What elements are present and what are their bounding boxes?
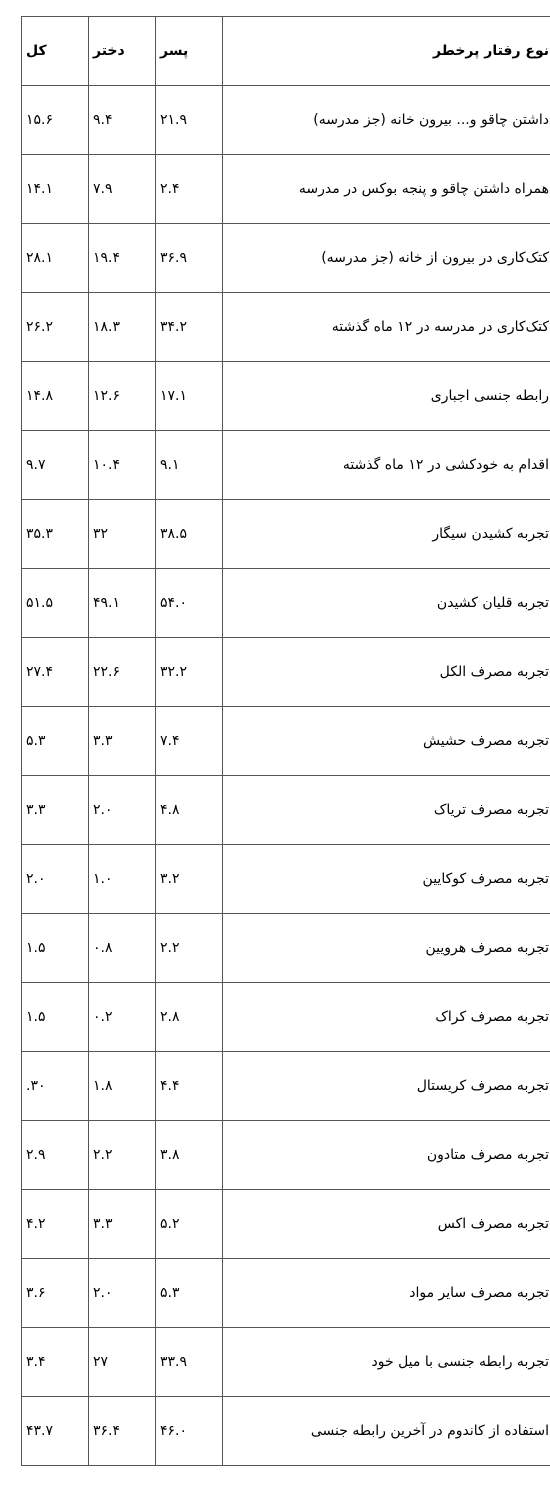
cell-girls: ۱۸.۳	[89, 293, 156, 362]
cell-behavior: کتک‌کاری در بیرون از خانه (جز مدرسه)	[223, 224, 550, 293]
cell-total: ۵۱.۵	[22, 569, 89, 638]
risk-behavior-table-container	[21, 16, 549, 1466]
cell-behavior: تجربه رابطه جنسی با میل خود	[223, 1328, 550, 1397]
table-row	[22, 293, 550, 362]
cell-total: ۲.۹	[22, 1121, 89, 1190]
cell-total: ۹.۷	[22, 431, 89, 500]
cell-girls: ۳۶.۴	[89, 1397, 156, 1466]
cell-girls: ۲.۲	[89, 1121, 156, 1190]
cell-total: ۳.۳	[22, 776, 89, 845]
cell-girls: ۱۰.۴	[89, 431, 156, 500]
cell-girls: ۲.۰	[89, 776, 156, 845]
risk-behavior-table	[21, 16, 550, 1466]
cell-behavior: کتک‌کاری در مدرسه در ۱۲ ماه گذشته	[223, 293, 550, 362]
cell-boys: ۳۴.۲	[156, 293, 223, 362]
cell-boys: ۲.۲	[156, 914, 223, 983]
cell-total: ۵.۳	[22, 707, 89, 776]
table-row	[22, 1328, 550, 1397]
cell-girls: ۱۲.۶	[89, 362, 156, 431]
cell-behavior: اقدام به خودکشی در ۱۲ ماه گذشته	[223, 431, 550, 500]
table-row	[22, 500, 550, 569]
table-row	[22, 1397, 550, 1466]
cell-boys: ۱۷.۱	[156, 362, 223, 431]
table-row	[22, 1052, 550, 1121]
cell-girls: ۳.۳	[89, 1190, 156, 1259]
cell-total: ۲۶.۲	[22, 293, 89, 362]
cell-boys: ۵.۳	[156, 1259, 223, 1328]
cell-girls: ۲۷	[89, 1328, 156, 1397]
cell-total: ۴۳.۷	[22, 1397, 89, 1466]
table-body	[22, 86, 550, 1466]
cell-behavior: همراه داشتن چاقو و پنجه بوکس در مدرسه	[223, 155, 550, 224]
cell-girls: ۲.۰	[89, 1259, 156, 1328]
cell-boys: ۷.۴	[156, 707, 223, 776]
cell-boys: ۲.۸	[156, 983, 223, 1052]
cell-behavior: تجربه مصرف کوکایین	[223, 845, 550, 914]
cell-girls: ۲۲.۶	[89, 638, 156, 707]
cell-total: ۳.۶	[22, 1259, 89, 1328]
cell-boys: ۴۶.۰	[156, 1397, 223, 1466]
table-row	[22, 638, 550, 707]
table-row	[22, 431, 550, 500]
header-girls: دختر	[89, 17, 156, 86]
header-total: کل	[22, 17, 89, 86]
header-behavior: نوع رفتار پرخطر	[223, 17, 550, 86]
cell-behavior: استفاده از کاندوم در آخرین رابطه جنسی	[223, 1397, 550, 1466]
cell-behavior: تجربه مصرف سایر مواد	[223, 1259, 550, 1328]
cell-total: ۲۷.۴	[22, 638, 89, 707]
cell-boys: ۵۴.۰	[156, 569, 223, 638]
cell-boys: ۲۱.۹	[156, 86, 223, 155]
table-row	[22, 224, 550, 293]
cell-girls: ۰.۸	[89, 914, 156, 983]
cell-behavior: داشتن چاقو و... بیرون خانه (جز مدرسه)	[223, 86, 550, 155]
cell-boys: ۳۶.۹	[156, 224, 223, 293]
table-row	[22, 155, 550, 224]
cell-behavior: تجربه مصرف هرویین	[223, 914, 550, 983]
cell-total: ۱۴.۱	[22, 155, 89, 224]
cell-boys: ۴.۴	[156, 1052, 223, 1121]
cell-boys: ۳.۸	[156, 1121, 223, 1190]
table-row	[22, 776, 550, 845]
table-row	[22, 914, 550, 983]
cell-girls: ۱۹.۴	[89, 224, 156, 293]
cell-behavior: تجربه کشیدن سیگار	[223, 500, 550, 569]
cell-total: ۱۴.۸	[22, 362, 89, 431]
cell-total: ۴.۲	[22, 1190, 89, 1259]
table-row	[22, 1121, 550, 1190]
cell-total: ۳۵.۳	[22, 500, 89, 569]
cell-behavior: تجربه مصرف کراک	[223, 983, 550, 1052]
cell-total: ۲۸.۱	[22, 224, 89, 293]
cell-total: ۳.۴	[22, 1328, 89, 1397]
cell-boys: ۴.۸	[156, 776, 223, 845]
cell-girls: ۹.۴	[89, 86, 156, 155]
table-row	[22, 1259, 550, 1328]
cell-girls: ۳۲	[89, 500, 156, 569]
cell-behavior: تجربه مصرف اکس	[223, 1190, 550, 1259]
table-row	[22, 86, 550, 155]
table-row	[22, 362, 550, 431]
table-row	[22, 569, 550, 638]
cell-girls: ۰.۲	[89, 983, 156, 1052]
cell-girls: ۷.۹	[89, 155, 156, 224]
table-row	[22, 983, 550, 1052]
cell-total: ۲.۰	[22, 845, 89, 914]
cell-total: ۱.۵	[22, 914, 89, 983]
cell-boys: ۲.۴	[156, 155, 223, 224]
cell-behavior: تجربه مصرف کریستال	[223, 1052, 550, 1121]
cell-boys: ۳.۲	[156, 845, 223, 914]
table-header-row	[22, 17, 550, 86]
cell-boys: ۳۳.۹	[156, 1328, 223, 1397]
cell-girls: ۳.۳	[89, 707, 156, 776]
table-row	[22, 1190, 550, 1259]
header-boys: پسر	[156, 17, 223, 86]
cell-boys: ۳۲.۲	[156, 638, 223, 707]
cell-behavior: تجربه مصرف الکل	[223, 638, 550, 707]
cell-behavior: تجربه مصرف متادون	[223, 1121, 550, 1190]
table-row	[22, 707, 550, 776]
cell-behavior: تجربه مصرف تریاک	[223, 776, 550, 845]
cell-girls: ۱.۸	[89, 1052, 156, 1121]
cell-boys: ۹.۱	[156, 431, 223, 500]
cell-behavior: رابطه جنسی اجباری	[223, 362, 550, 431]
cell-behavior: تجربه مصرف حشیش	[223, 707, 550, 776]
table-row	[22, 845, 550, 914]
cell-total: ۱.۵	[22, 983, 89, 1052]
cell-girls: ۱.۰	[89, 845, 156, 914]
cell-total: ۱۵.۶	[22, 86, 89, 155]
cell-total: .۳۰	[22, 1052, 89, 1121]
cell-behavior: تجربه قلیان کشیدن	[223, 569, 550, 638]
cell-girls: ۴۹.۱	[89, 569, 156, 638]
cell-boys: ۳۸.۵	[156, 500, 223, 569]
cell-boys: ۵.۲	[156, 1190, 223, 1259]
